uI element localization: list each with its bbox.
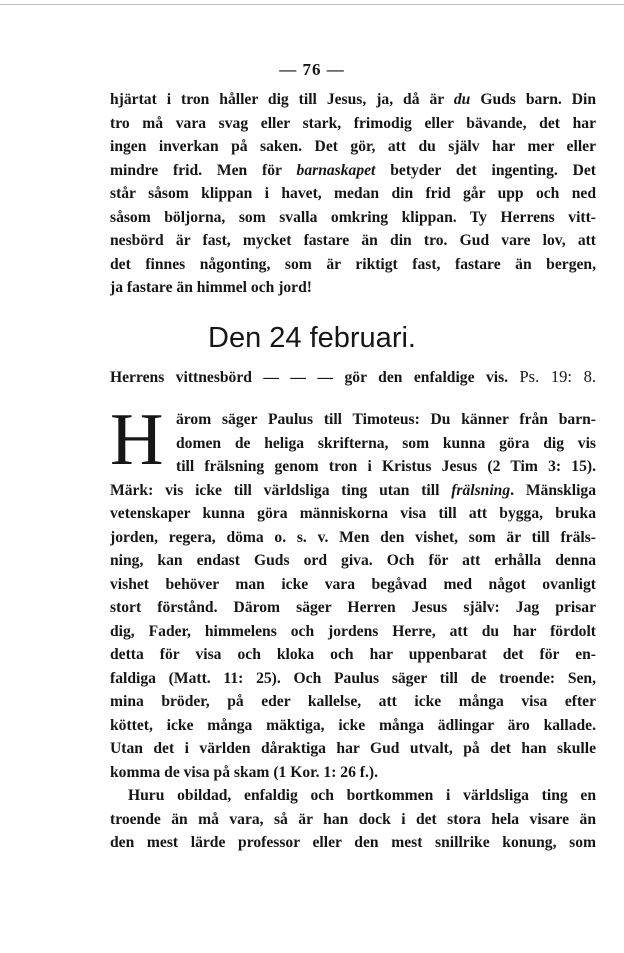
date-heading: Den 24 februari.: [208, 322, 416, 354]
text-line: Utan det i världen dåraktiga har Gud utvalt, på det han skulle: [110, 740, 596, 757]
verse-reference: Ps. 19: 8.: [519, 367, 597, 386]
text-line: faldiga (Matt. 11: 25). Och Paulus säger till de troende: Sen,: [110, 669, 596, 687]
text-line: Huru obildad, enfaldig och bortkommen i världsliga ting en: [128, 787, 596, 804]
continuation-paragraph: [110, 88, 596, 300]
devotion-paragraph: [110, 408, 596, 855]
text-line: domen de heliga skrifterna, som kunna göra dig vis: [176, 434, 596, 452]
text-line: vishet behöver man icke vara begåvad med något ovanligt: [110, 575, 596, 593]
verse-text: Herrens vittnesbörd — — — gör den enfaldige vis.: [110, 369, 509, 386]
top-edge-rule: [0, 4, 624, 5]
text-line: ingen inverkan på saken. Det gör, att du själv har mer eller: [110, 138, 596, 155]
text-line: vetenskaper kunna göra människorna visa till att bygga, bruka: [110, 505, 596, 522]
text-line: hjärtat i tron håller dig till Jesus, ja, då är du Guds barn. Din: [110, 91, 596, 108]
text-line: det finnes någonting, som är riktigt fast, fastare än bergen,: [110, 255, 596, 273]
text-line: ja fastare än himmel och jord!: [110, 279, 312, 296]
text-line: såsom böljorna, som svalla omkring klippan. Ty Herrens vitt-: [110, 208, 596, 226]
text-line: stort förstånd. Därom säger Herren Jesus själv: Jag prisar: [110, 599, 596, 616]
scripture-verse: [110, 364, 596, 390]
text-line: mindre frid. Men för barnaskapet betyder det ingenting. Det: [110, 161, 596, 179]
drop-cap: H: [110, 399, 164, 481]
text-line: nesbörd är fast, mycket fastare än din tro. Gud vare lov, att: [110, 232, 596, 249]
text-line: komma de visa på skam (1 Kor. 1: 26 f.).: [110, 763, 378, 781]
text-line: jorden, regera, döma o. s. v. Men den vishet, som är till fräls-: [110, 528, 596, 546]
text-line: troende än må vara, så är han dock i det stora hela visare än: [110, 810, 596, 828]
text-line: den mest lärde professor eller den mest snillrike konung, som: [110, 834, 596, 851]
text-line: mina bröder, på eder kallelse, att icke många visa efter: [110, 693, 596, 710]
text-line: tro må vara svag eller stark, frimodig eller bävande, det har: [110, 114, 596, 132]
page-number: — 76 —: [279, 60, 345, 79]
text-line: Märk: vis icke till världsliga ting utan till frälsning. Mänskliga: [110, 481, 596, 499]
text-line: ning, kan endast Guds ord giva. Och för att erhålla denna: [110, 552, 596, 569]
text-line: köttet, icke många mäktiga, icke många ädlingar äro kallade.: [110, 716, 596, 734]
text-line: står såsom klippan i havet, medan din frid går upp och ned: [110, 185, 596, 202]
text-line: till frälsning genom tron i Kristus Jesus (2 Tim 3: 15).: [176, 458, 596, 475]
text-line: dig, Fader, himmelens och jordens Herre, att du har fördolt: [110, 622, 596, 640]
text-line: detta för visa och kloka och har uppenbarat det för en-: [110, 646, 596, 663]
text-line: ärom säger Paulus till Timoteus: Du känner från barn-: [176, 411, 596, 428]
